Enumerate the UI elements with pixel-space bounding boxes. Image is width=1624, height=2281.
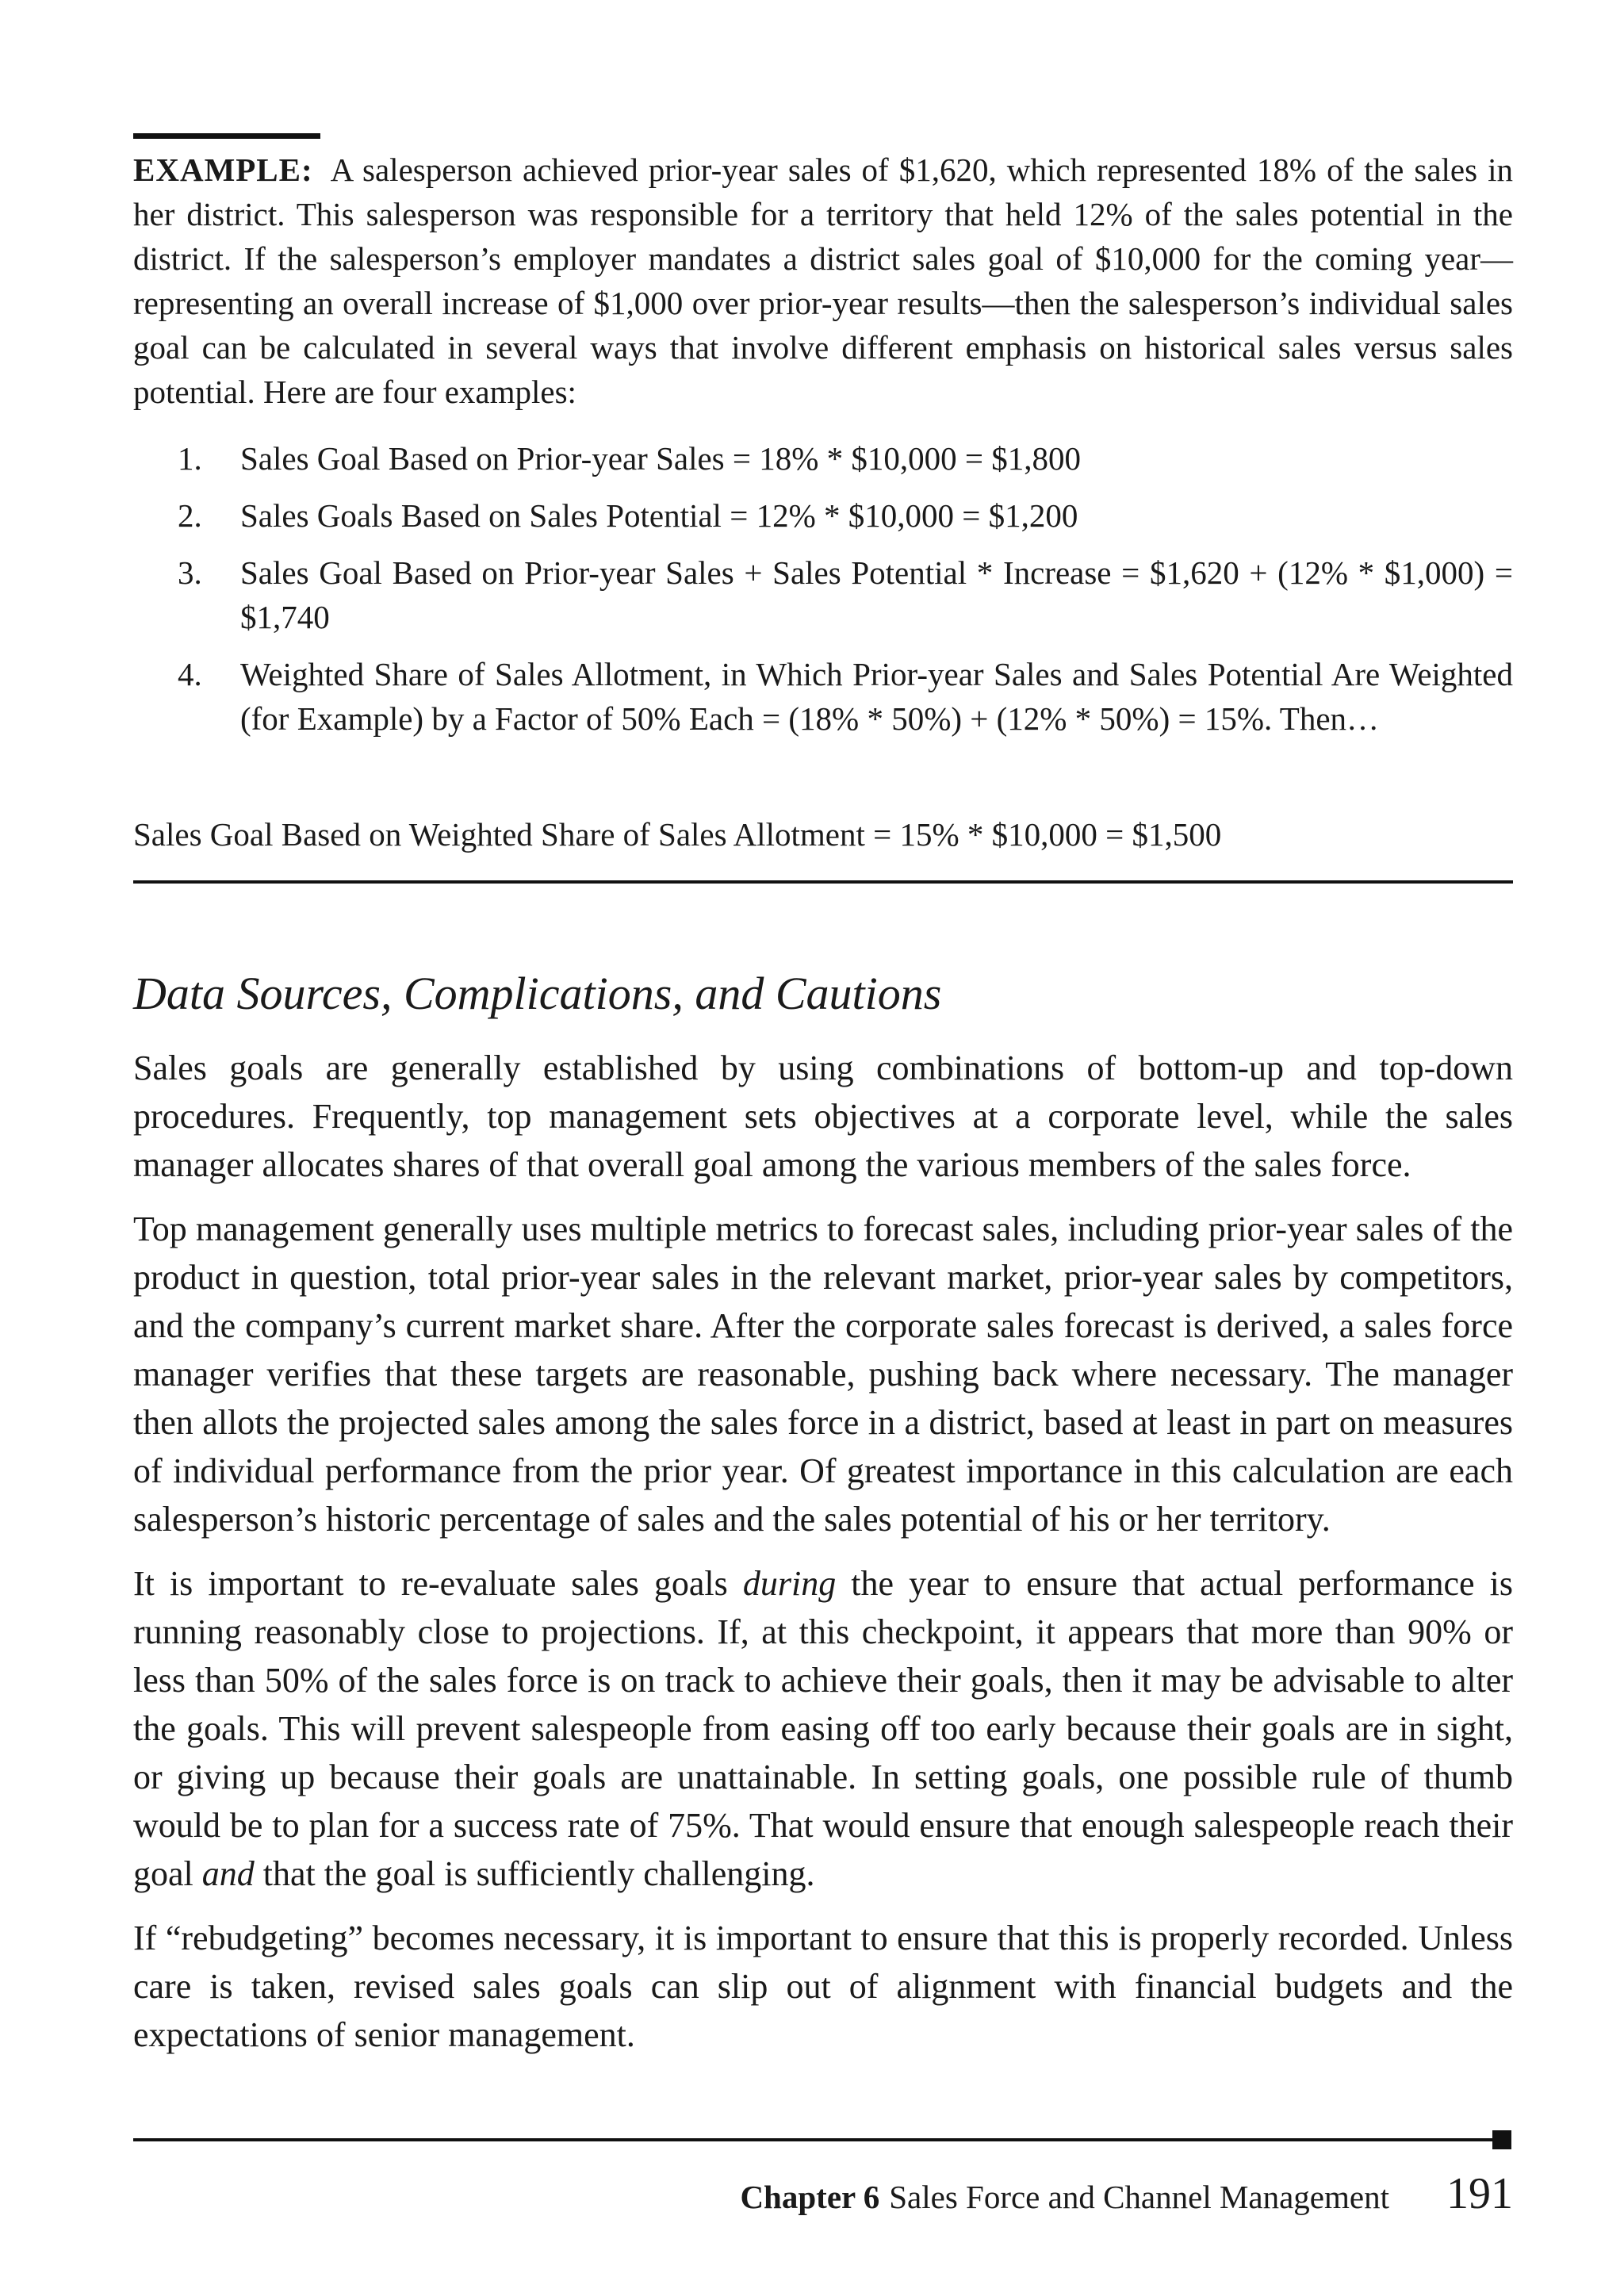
- paragraph-3: [133, 1559, 1513, 1898]
- list-item-text: Sales Goal Based on Prior-year Sales + Sales Potential * Increase = $1,620 + (12% * $1,000) = $1,740: [240, 554, 1513, 635]
- example-box: [133, 148, 1513, 414]
- paragraph-1: Sales goals are generally established by using combinations of bottom-up and top-down procedures. Frequently, top management sets objectives at a corporate level, while the sales manager allocates shares of that overall goal among the various members of the sales force.: [133, 1048, 1513, 1184]
- example-bottom-rule: [133, 880, 1513, 884]
- example-summary: Sales Goal Based on Weighted Share of Sales Allotment = 15% * $10,000 = $1,500: [133, 816, 1222, 853]
- list-item: [133, 436, 1513, 481]
- example-text: A salesperson achieved prior-year sales of $1,620, which represented 18% of the sales in her district. This salesperson was responsible for a territory that held 12% of the sales potential in the district. If the salesperson’s employer mandates a district sales goal of $10,000 for the coming year—representing an overall increase of $1,000 over prior-year results—then the salesperson’s individual sales goal can be calculated in several ways that involve different emphasis on historical sales versus sales potential. Here are four examples:: [133, 151, 1513, 410]
- list-item-number: 1.: [178, 440, 202, 477]
- example-top-rule: [133, 133, 320, 139]
- paragraph-4: If “rebudgeting” becomes necessary, it is important to ensure that this is properly recorded. Unless care is taken, revised sales goals can slip out of alignment with financial budgets and the expectations of senior management.: [133, 1919, 1513, 2054]
- body-text: [133, 1044, 1513, 2075]
- list-item-number: 2.: [178, 497, 202, 534]
- list-item-text: Sales Goal Based on Prior-year Sales = 18% * $10,000 = $1,800: [240, 440, 1082, 477]
- paragraph-3-part-1: It is important to re-evaluate sales goals: [133, 1564, 743, 1603]
- page-number: 191: [1446, 2169, 1513, 2218]
- page-footer: [740, 2169, 1513, 2219]
- footer-rule: [133, 2138, 1496, 2141]
- footer-chapter-title: Sales Force and Channel Management: [889, 2179, 1389, 2215]
- paragraph-3-part-2: the year to ensure that actual performance is running reasonably close to projections. If, at this checkpoint, it appears that more than 90% or less than 50% of the sales force is on track to achieve their goals, then it may be advisable to alter the goals. This will prevent salespeople from easing off too early because their goals are in sight, or giving up because their goals are unattainable. In setting goals, one possible rule of thumb would be to plan for a success rate of 75%. That would ensure that enough salespeople reach their goal: [133, 1564, 1513, 1893]
- list-item-text: Weighted Share of Sales Allotment, in Which Prior-year Sales and Sales Potential Are Weighted (for Example) by a Factor of 50% Each = (18% * 50%) + (12% * 50%) = 15%. Then…: [240, 656, 1513, 737]
- list-item-number: 4.: [178, 656, 202, 692]
- footer-chapter: Chapter 6: [740, 2179, 880, 2215]
- paragraph-3-emphasis-and: and: [201, 1854, 255, 1893]
- list-item: [133, 550, 1513, 639]
- list-item: [133, 493, 1513, 538]
- list-item-number: 3.: [178, 554, 202, 591]
- paragraph-2: Top management generally uses multiple metrics to forecast sales, including prior-year sales of the product in question, total prior-year sales in the relevant market, prior-year sales by competitors, and the company’s current market share. After the corporate sales forecast is derived, a sales force manager verifies that these targets are reasonable, pushing back where necessary. The manager then allots the projected sales among the sales force in a district, based at least in part on measures of individual performance from the prior year. Of greatest importance in this calculation are each salesperson’s historic percentage of sales and the sales potential of his or her territory.: [133, 1210, 1513, 1539]
- paragraph-3-part-3: that the goal is sufficiently challenging.: [254, 1854, 815, 1893]
- section-title: Data Sources, Complications, and Cautions: [133, 968, 942, 1019]
- footer-rule-square: [1492, 2130, 1511, 2149]
- example-label: EXAMPLE:: [133, 151, 313, 188]
- list-item: [133, 652, 1513, 741]
- paragraph-3-emphasis-during: during: [742, 1564, 837, 1603]
- example-list: [133, 436, 1513, 753]
- list-item-text: Sales Goals Based on Sales Potential = 12% * $10,000 = $1,200: [240, 497, 1078, 534]
